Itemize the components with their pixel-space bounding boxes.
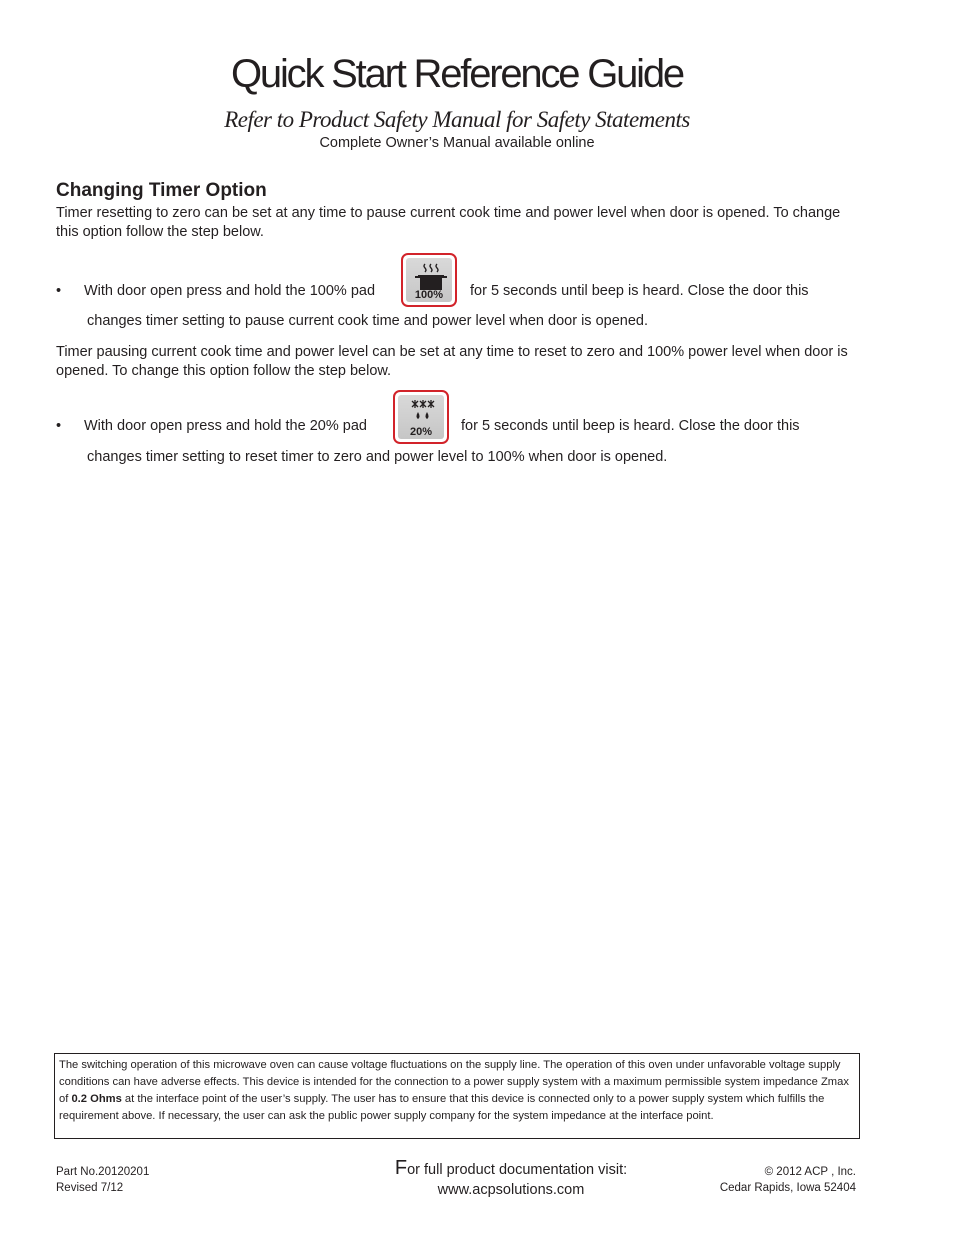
bullet-text-before: With door open press and hold the 20% pad (84, 418, 367, 434)
bullet-text-before: With door open press and hold the 100% pad (84, 283, 376, 299)
doc-initial-letter: F (394, 1157, 408, 1179)
paragraph-pause: Timer pausing current cook time and power level can be set at any time to reset to zero and 100% power level when door is opened. To change this option follow the step below. (56, 344, 848, 379)
notice-impedance-value: 0.2 Ohms (71, 1093, 122, 1105)
pad-label-100: 100% (414, 289, 444, 301)
safety-subtitle: Refer to Product Safety Manual for Safety Statements (224, 107, 690, 132)
notice-text-before: The switching operation of this microwave oven can cause voltage fluctuations on the supply line. The operation of this oven under unfavorable voltage supply conditions can have adverse effects. This device is intended for the connection to a power supply system with a maximum permissible system impedance Zmax of (59, 1059, 849, 1105)
power-100-pad (401, 253, 457, 307)
notice-text-after: at the interface point of the user’s supply. The user has to ensure that this device is connected only to a power supply system which fulfills the requirement above. If necessary, the user can ask the public power supply company for the system impedance at the interface point. (59, 1093, 825, 1122)
bullet-continuation: changes timer setting to pause current cook time and power level when door is opened. (87, 313, 648, 329)
footer-part-info (56, 1164, 149, 1196)
revision-date: Revised 7/12 (56, 1182, 124, 1194)
website-url: www.acpsolutions.com (437, 1182, 585, 1198)
bullet-text-after: for 5 seconds until beep is heard. Close the door this (470, 283, 809, 299)
bullet-continuation: changes timer setting to reset timer to zero and power level to 100% when door is opened. (87, 449, 668, 465)
company-location: Cedar Rapids, Iowa 52404 (719, 1182, 856, 1194)
part-number: Part No.20120201 (56, 1166, 150, 1178)
doc-text: or full product documentation visit: (407, 1162, 628, 1178)
page-title: Quick Start Reference Guide (231, 52, 683, 96)
bullet-dot: • (56, 283, 62, 299)
footer-documentation (386, 1158, 636, 1200)
paragraph-reset-zero: Timer resetting to zero can be set at any time to pause current cook time and power level when door is opened. To change this option follow the step below. (56, 205, 841, 240)
footer-company (680, 1164, 856, 1196)
pad-label-20: 20% (409, 426, 433, 438)
online-manual-note: Complete Owner’s Manual available online (319, 135, 595, 151)
section-heading: Changing Timer Option (56, 180, 267, 201)
bullet-dot: • (56, 418, 62, 434)
bullet-text-after: for 5 seconds until beep is heard. Close the door this (461, 418, 800, 434)
copyright: © 2012 ACP , Inc. (764, 1166, 856, 1178)
voltage-notice-box (54, 1053, 860, 1139)
power-20-pad (393, 390, 449, 444)
